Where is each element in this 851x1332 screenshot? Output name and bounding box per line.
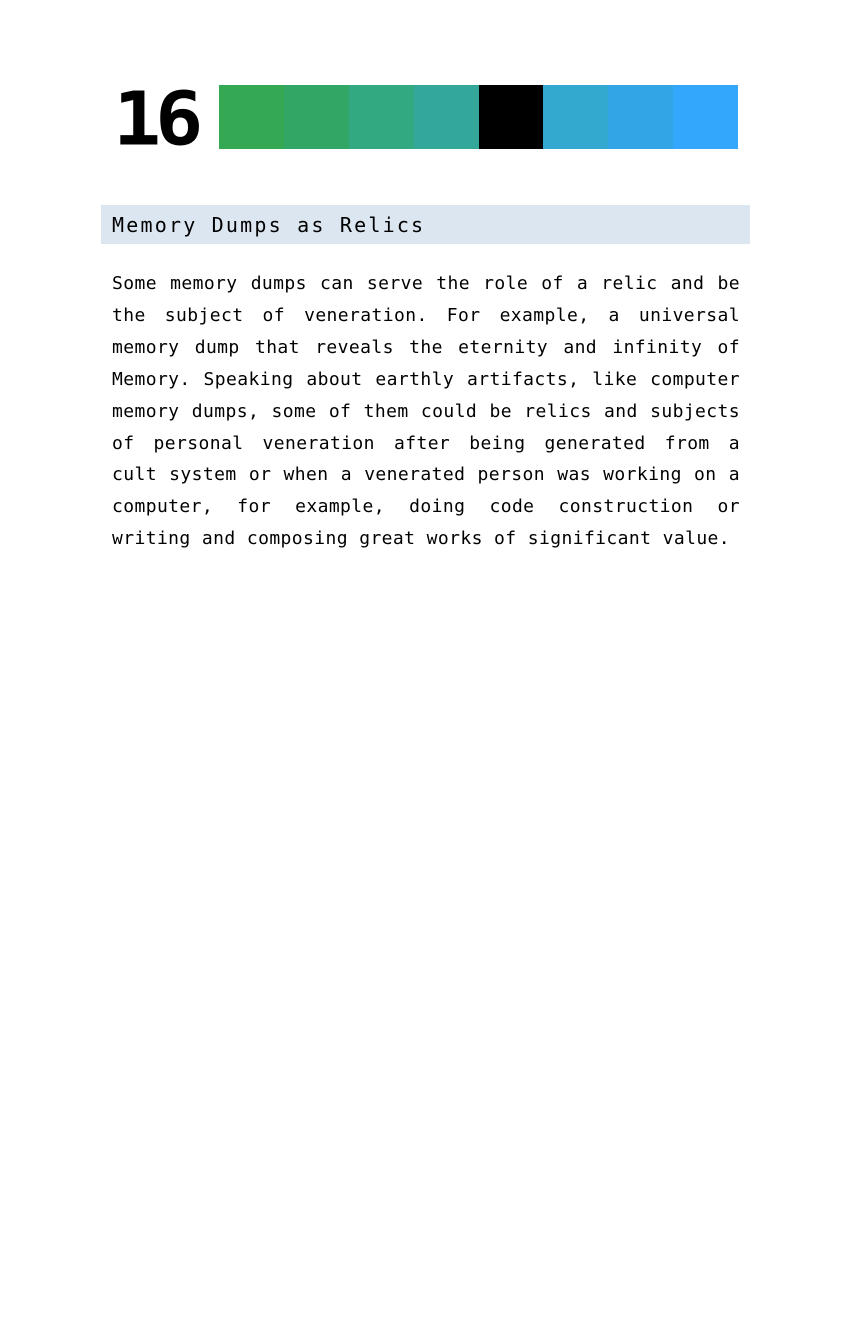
color-swatch-7 [608,85,673,149]
color-swatch-5 [479,85,544,149]
color-strip [219,85,738,149]
page-number: 16 [113,76,198,162]
body-paragraph: Some memory dumps can serve the role of a relic and be the subject of veneration. For example, a universal memory dump that reveals the eternity and infinity of Memory. Speaking about earthly artifacts, like computer memory dumps, some of them could be relics and subjects of personal veneration after being generated from a cult system or when a venerated person was working on a computer, for example, doing code construction or writing and composing great works of significant value. [112,273,740,550]
color-swatch-6 [543,85,608,149]
color-swatch-3 [349,85,414,149]
section-heading: Memory Dumps as Relics [101,205,750,244]
color-swatch-1 [219,85,284,149]
color-swatch-2 [284,85,349,149]
color-swatch-4 [414,85,479,149]
color-swatch-8 [673,85,738,149]
page-header [113,76,738,162]
